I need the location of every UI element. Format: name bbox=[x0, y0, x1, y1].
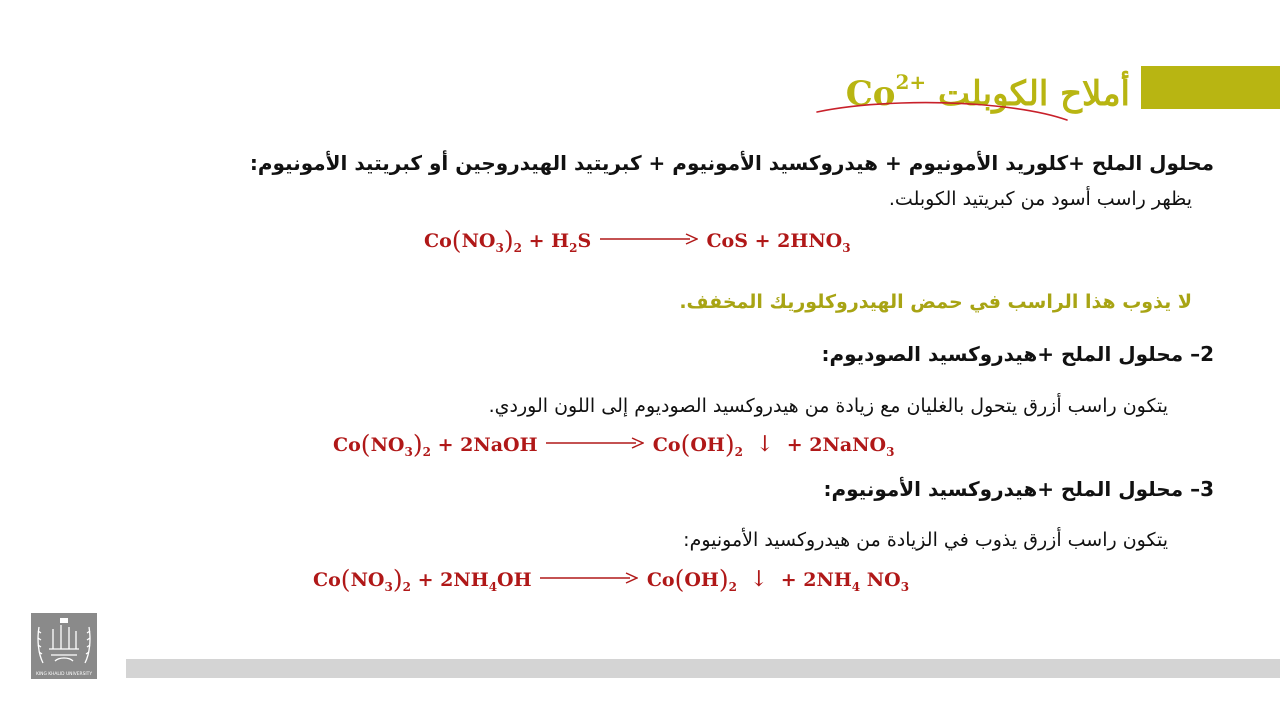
plus-sign: + bbox=[754, 230, 771, 252]
subscript: 2 bbox=[734, 445, 743, 459]
paren: ( bbox=[451, 226, 462, 255]
eq3-product-ammonium: 2NH bbox=[803, 569, 852, 591]
subscript: 3 bbox=[404, 445, 413, 459]
paren: ) bbox=[392, 565, 403, 594]
paren: ) bbox=[718, 565, 729, 594]
paren: ) bbox=[724, 430, 735, 459]
paren: ( bbox=[360, 430, 371, 459]
eq3-cobalt: Co bbox=[313, 569, 341, 591]
reaction-arrow bbox=[540, 572, 638, 584]
footer-bar bbox=[126, 659, 1280, 678]
section1-note: لا يذوب هذا الراسب في حمض الهيدروكلوريك المخفف. bbox=[679, 291, 1192, 313]
paren: ) bbox=[412, 430, 423, 459]
university-logo bbox=[31, 613, 97, 679]
subscript: 2 bbox=[402, 580, 411, 594]
eq1-hydrogen: H bbox=[551, 230, 570, 252]
subscript: 2 bbox=[728, 580, 738, 594]
plus-sign: + bbox=[786, 434, 803, 456]
eq3-hydroxide: OH bbox=[497, 569, 532, 591]
paren: ( bbox=[674, 565, 685, 594]
eq3-nitrate: NO bbox=[350, 569, 385, 591]
section2-number: 2 bbox=[1200, 342, 1214, 366]
plus-sign: + bbox=[417, 569, 434, 591]
section2-heading-text: – محلول الملح +هيدروكسيد الصوديوم: bbox=[821, 342, 1201, 366]
section2-heading bbox=[821, 341, 1214, 367]
eq3-product-nitrate: NO bbox=[866, 569, 901, 591]
precipitate-arrow-icon: ↓ bbox=[749, 567, 769, 592]
title-ion-symbol: Co bbox=[845, 74, 896, 114]
title-accent-bar bbox=[1141, 66, 1280, 109]
eq1-sulfur: S bbox=[577, 230, 592, 252]
subscript: 3 bbox=[495, 241, 504, 255]
title-underline bbox=[815, 98, 1070, 128]
equation-3 bbox=[313, 565, 909, 594]
paren: ( bbox=[680, 430, 691, 459]
equation-2 bbox=[333, 430, 894, 459]
section1-observation: يظهر راسب أسود من كبريتيد الكوبلت. bbox=[888, 188, 1192, 210]
eq3-ammonium: 2NH bbox=[440, 569, 489, 591]
paren: ) bbox=[503, 226, 514, 255]
subscript: 2 bbox=[513, 241, 522, 255]
eq1-nitrate: NO bbox=[461, 230, 496, 252]
section3-observation: يتكون راسب أزرق يذوب في الزيادة من هيدروكسيد الأمونيوم: bbox=[683, 529, 1168, 551]
plus-sign: + bbox=[437, 434, 454, 456]
logo-caption: KING KHALID UNIVERSITY bbox=[35, 672, 93, 677]
subscript: 3 bbox=[886, 445, 895, 459]
eq2-nitrate: NO bbox=[370, 434, 405, 456]
eq1-cobalt: Co bbox=[424, 230, 452, 252]
section3-heading-text: – محلول الملح +هيدروكسيد الأمونيوم: bbox=[823, 477, 1201, 501]
subscript: 2 bbox=[422, 445, 431, 459]
eq1-product-cos: CoS bbox=[706, 230, 748, 252]
section2-observation: يتكون راسب أزرق يتحول بالغليان مع زيادة من هيدروكسيد الصوديوم إلى اللون الوردي. bbox=[488, 395, 1168, 417]
plus-sign: + bbox=[780, 569, 797, 591]
paren: ( bbox=[340, 565, 351, 594]
subscript: 3 bbox=[842, 241, 851, 255]
eq2-naoh: 2NaOH bbox=[460, 434, 538, 456]
subscript: 2 bbox=[569, 241, 578, 255]
subscript: 3 bbox=[900, 580, 910, 594]
eq2-product-cobalt: Co bbox=[652, 434, 681, 456]
section3-heading bbox=[823, 476, 1214, 502]
reaction-arrow bbox=[600, 233, 698, 245]
eq1-product-acid: 2HNO bbox=[777, 230, 843, 252]
subscript: 4 bbox=[851, 580, 861, 594]
eq2-product-salt: 2NaNO bbox=[809, 434, 887, 456]
subscript: 4 bbox=[488, 580, 498, 594]
section1-heading: محلول الملح +كلوريد الأمونيوم + هيدروكسيد الأمونيوم + كبريتيد الهيدروجين أو كبريتيد الأمونيوم: bbox=[249, 151, 1214, 175]
equation-1 bbox=[424, 226, 851, 255]
reaction-arrow bbox=[546, 437, 644, 449]
eq2-hydroxide: OH bbox=[690, 434, 725, 456]
eq2-cobalt: Co bbox=[333, 434, 361, 456]
title-text: أملاح الكوبلت bbox=[938, 74, 1130, 114]
eq3-product-hydroxide: OH bbox=[684, 569, 719, 591]
precipitate-arrow-icon: ↓ bbox=[755, 432, 775, 457]
section3-number: 3 bbox=[1200, 477, 1214, 501]
plus-sign: + bbox=[528, 230, 545, 252]
eq3-product-cobalt: Co bbox=[646, 569, 675, 591]
title-ion-charge: 2+ bbox=[895, 70, 927, 94]
subscript: 3 bbox=[384, 580, 393, 594]
